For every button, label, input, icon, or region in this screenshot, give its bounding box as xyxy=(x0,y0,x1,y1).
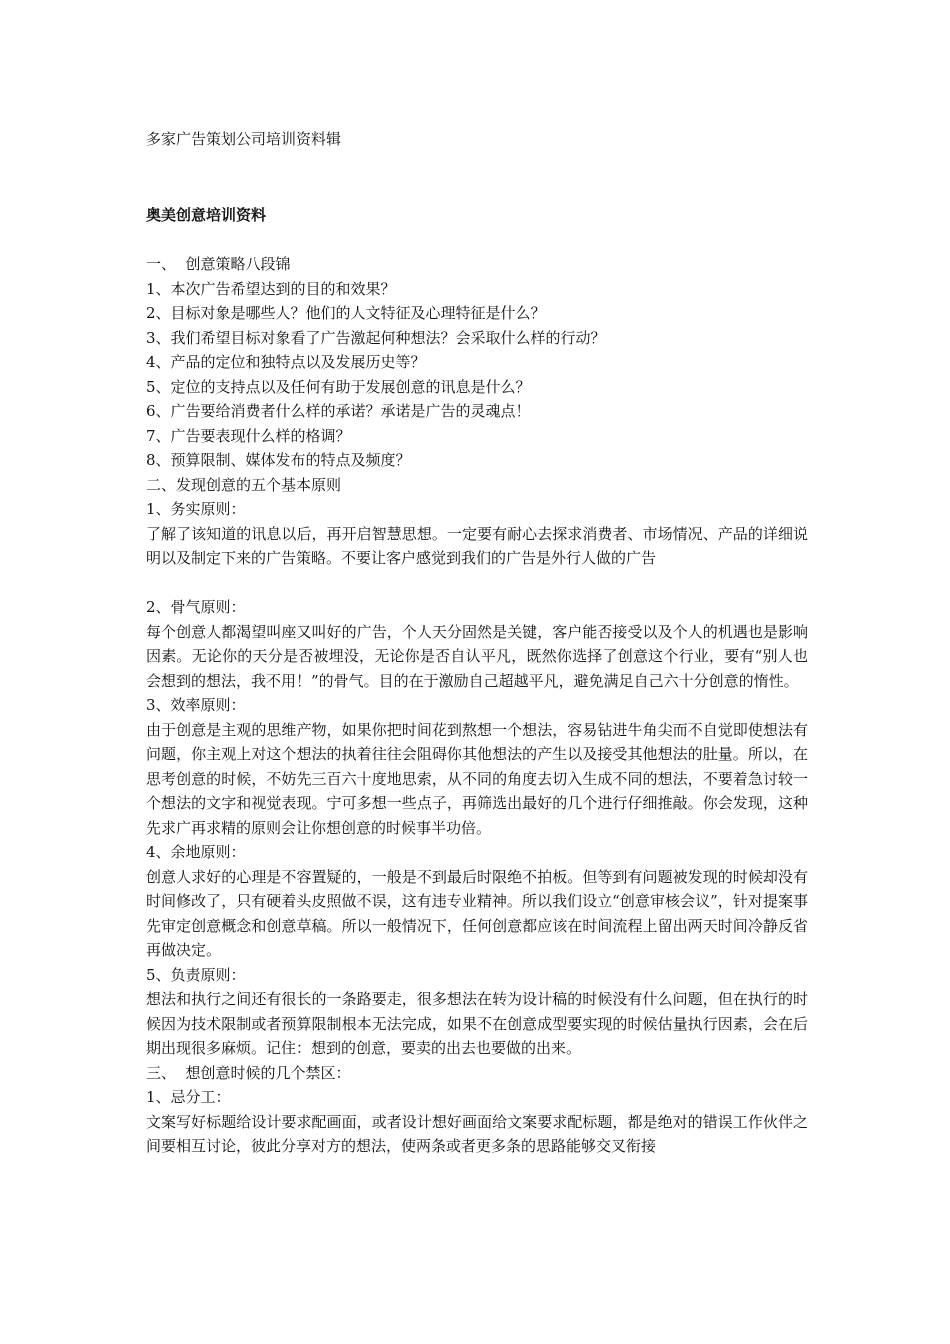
principle-body: 想法和执行之间还有很长的一条路要走，很多想法在转为设计稿的时候没有什么问题，但在执行的时候因为技术限制或者预算限制根本无法完成，如果不在创意成型要实现的时候估量执行因素，会在后期出现很多麻烦。记住：想到的创意，要卖的出去也要做的出来。 xyxy=(146,990,808,1057)
taboo-body: 文案写好标题给设计要求配画面，或者设计想好画面给文案要求配标题，都是绝对的错误工作伙伴之间要相互讨论，彼此分享对方的想法，使两条或者更多条的思路能够交叉衔接 xyxy=(146,1112,808,1155)
principle-body: 由于创意是主观的思维产物，如果你把时间花到熬想一个想法，容易钻进牛角尖而不自觉即使想法有问题，你主观上对这个想法的执着往往会阻碍你其他想法的产生以及接受其他想法的肚量。所以，在思考创意的时候，不妨先三百六十度地思索，从不同的角度去切入生成不同的想法，不要着急讨较一个想法的文字和视觉表现。宁可多想一些点子，再筛选出最好的几个进行仔细推敲。你会发现，这种先求广再求精的原则会让你想创意的时候事半功倍。 xyxy=(146,720,808,837)
part3-heading: 三、 想创意时候的几个禁区： xyxy=(146,1063,351,1082)
principle-title: 1、务实原则： xyxy=(146,500,246,518)
list-item: 4、产品的定位和独特点以及发展历史等？ xyxy=(146,353,426,371)
section-title: 奥美创意培训资料 xyxy=(146,206,267,224)
list-item: 1、本次广告希望达到的目的和效果？ xyxy=(146,279,396,298)
principle-title: 4、余地原则： xyxy=(146,843,246,861)
principle-body: 了解了该知道的讯息以后，再开启智慧思想。一定要有耐心去探求消费者、市场情况、产品的详细说明以及制定下来的广告策略。不要让客户感觉到我们的广告是外行人做的广告 xyxy=(146,524,808,567)
document-body xyxy=(146,252,808,1159)
principle-title: 2、骨气原则： xyxy=(146,598,246,616)
principle-title: 5、负责原则： xyxy=(146,965,246,984)
taboo-title: 1、忌分工： xyxy=(146,1088,231,1106)
document-title: 多家广告策划公司培训资料辑 xyxy=(146,130,342,148)
list-item: 8、预算限制、媒体发布的特点及频度？ xyxy=(146,451,411,469)
part1-heading: 一、 创意策略八段锦 xyxy=(146,255,291,273)
principle-body: 创意人求好的心理是不容置疑的，一般是不到最后时限绝不拍板。但等到有问题被发现的时候却没有时间修改了，只有硬着头皮照做不误，这有违专业精神。所以我们设立“创意审核会议”，针对提案事先审定创意概念和创意草稿。所以一般情况下，任何创意都应该在时间流程上留出两天时间冷静反省再做决定。 xyxy=(146,867,808,959)
list-item: 6、广告要给消费者什么样的承诺？承诺是广告的灵魂点！ xyxy=(146,402,531,420)
principle-body: 每个创意人都渴望叫座又叫好的广告，个人天分固然是关键，客户能否接受以及个人的机遇也是影响因素。无论你的天分是否被埋没，无论你是否自认平凡，既然你选择了创意这个行业，要有“别人也会想到的想法，我不用！”的骨气。目的在于激励自己超越平凡，避免满足自己六十分创意的惰性。 xyxy=(146,622,808,690)
list-item: 2、目标对象是哪些人？他们的人文特征及心理特征是什么？ xyxy=(146,304,546,322)
list-item: 3、我们希望目标对象看了广告激起何种想法？会采取什么样的行动？ xyxy=(146,328,606,347)
list-item: 7、广告要表现什么样的格调？ xyxy=(146,426,351,445)
list-item: 5、定位的支持点以及任何有助于发展创意的讯息是什么？ xyxy=(146,377,531,396)
part2-heading: 二、发现创意的五个基本原则 xyxy=(146,475,342,494)
principle-title: 3、效率原则： xyxy=(146,696,246,714)
blank-line xyxy=(146,571,808,596)
